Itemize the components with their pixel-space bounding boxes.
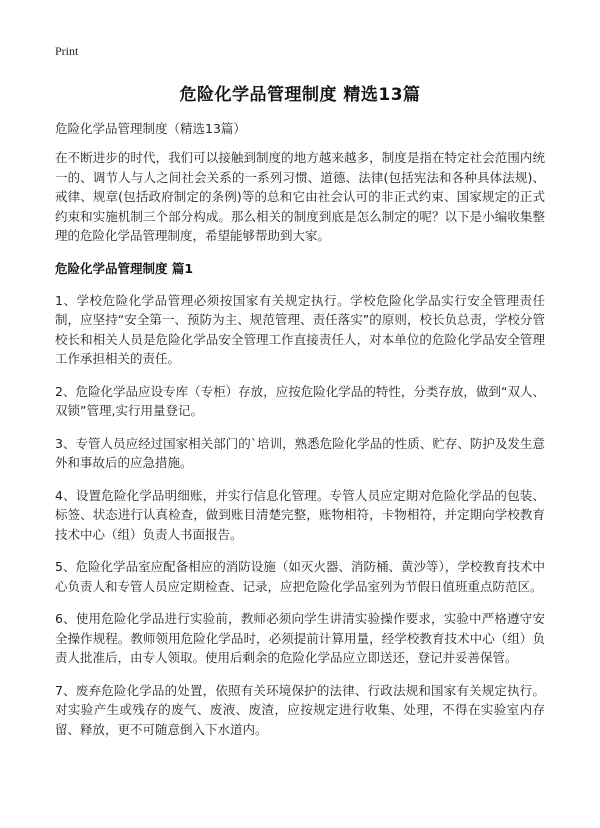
- list-item: 7、废弃危险化学品的处置，依照有关环境保护的法律、行政法规和国家有关规定执行。对实验产生或残存的废气、废液、废渣，应按规定进行收集、处理，不得在实验室内存留、释放，更不可随意倒入下水道内。: [55, 682, 545, 737]
- list-item: 5、危险化学品室应配备相应的消防设施（如灭火器、消防桶、黄沙等），学校教育技术中心负责人和专管人员应定期检查、记录，应把危险化学品室列为节假日值班重点防范区。: [55, 559, 545, 594]
- print-link[interactable]: Print: [55, 44, 79, 58]
- page-title: 危险化学品管理制度 精选13篇: [179, 85, 421, 105]
- document-body: [55, 120, 545, 752]
- list-item: 3、专管人员应经过国家相关部门的`培训，熟悉危险化学品的性质、贮存、防护及发生意外和事故后的应急措施。: [55, 435, 545, 470]
- list-item: 4、设置危险化学品明细账，并实行信息化管理。专管人员应定期对危险化学品的包装、标签、状态进行认真检查，做到账目清楚完整，账物相符，卡物相符，并定期向学校教育技术中心（组）负责人书面报告。: [55, 487, 545, 542]
- document-subtitle: 危险化学品管理制度（精选13篇）: [55, 121, 246, 136]
- list-item: 6、使用危险化学品进行实验前，教师必须向学生讲清实验操作要求，实验中严格遵守安全操作规程。教师领用危险化学品时，必须提前计算用量，经学校教育技术中心（组）负责人批准后，由专人领取。使用后剩余的危险化学品应立即送还，登记并妥善保管。: [55, 611, 545, 665]
- list-item: 1、学校危险化学品管理必须按国家有关规定执行。学校危险化学品实行安全管理责任制，应坚持“安全第一、预防为主、规范管理、责任落实”的原则，校长负总责，学校分管校长和相关人员是危险化学品安全管理工作直接责任人，对本单位的危险化学品安全管理工作承担相关的责任。: [55, 292, 545, 366]
- list-item: 2、危险化学品应设专库（专柜）存放，应按危险化学品的特性，分类存放，做到“双人、双锁”管理,实行用量登记。: [55, 383, 545, 418]
- section-heading: 危险化学品管理制度 篇1: [55, 260, 194, 276]
- intro-paragraph: 在不断进步的时代，我们可以接触到制度的地方越来越多，制度是指在特定社会范围内统一的、调节人与人之间社会关系的一系列习惯、道德、法律(包括宪法和各种具体法规)、戒律、规章(包括政府制定的条例)等的总和它由社会认可的非正式约束、国家规定的正式约束和实施机制三个部分构成。那么相关的制度到底是怎么制定的呢？以下是小编收集整理的危险化学品管理制度，希望能够帮助到大家。: [55, 150, 545, 243]
